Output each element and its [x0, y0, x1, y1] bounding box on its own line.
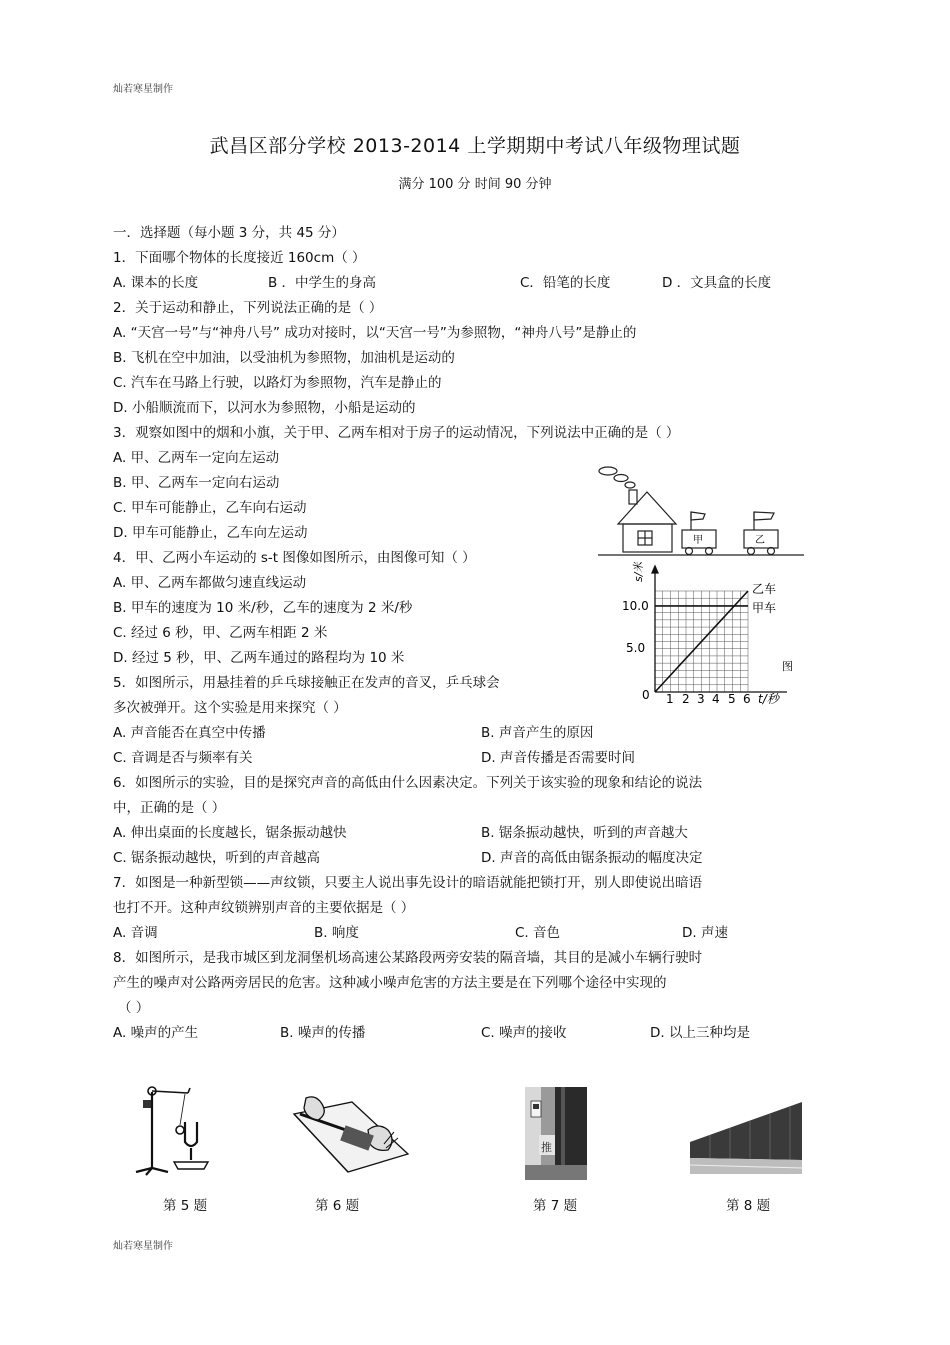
- x-tick: 4: [712, 692, 720, 706]
- q6-option-b: B. 锯条振动越快，听到的声音越大: [481, 825, 688, 841]
- q4-option-c: C. 经过 6 秒，甲、乙两车相距 2 米: [113, 625, 328, 641]
- x-axis-label: t/秒: [758, 692, 779, 706]
- x-tick: 6: [743, 692, 751, 706]
- stand-clamp: [143, 1100, 151, 1108]
- q4-stem: 4．甲、乙两小车运动的 s-t 图像如图所示，由图像可知（ ）: [113, 550, 476, 566]
- q2-option-d: D. 小船顺流而下，以河水为参照物，小船是运动的: [113, 400, 416, 416]
- q7-option-d: D. 声速: [682, 925, 728, 941]
- figure-q5-tuning-fork: [130, 1080, 220, 1180]
- q1-option-a: A. 课本的长度: [113, 275, 199, 291]
- house-roof: [618, 492, 676, 524]
- q8-option-c: C. 噪声的接收: [481, 1025, 567, 1041]
- y-tick-10: 10.0: [622, 599, 649, 613]
- cart-yi-label: 乙: [755, 535, 765, 546]
- y-axis-label: s/米: [632, 562, 645, 582]
- q7-option-a: A. 音调: [113, 925, 158, 941]
- q2-option-c: C. 汽车在马路上行驶，以路灯为参照物，汽车是静止的: [113, 375, 442, 391]
- q1-option-b: B ．中学生的身高: [268, 275, 377, 291]
- exam-title: 武昌区部分学校 2013-2014 上学期期中考试八年级物理试题: [209, 135, 741, 157]
- q7-stem-1: 7．如图是一种新型锁——声纹锁，只要主人说出事先设计的暗语就能把锁打开，别人即使说出暗语: [113, 875, 703, 891]
- q4-option-a: A. 甲、乙两车都做匀速直线运动: [113, 575, 307, 591]
- y-axis-arrow: [652, 566, 658, 573]
- figure-q7-voice-lock: [525, 1087, 587, 1180]
- q5-stem-1: 5．如图所示，用悬挂着的乒乓球接触正在发声的音叉，乒乓球会: [113, 675, 500, 691]
- q8-option-d: D. 以上三种均是: [650, 1025, 750, 1041]
- q5-option-c: C. 音调是否与频率有关: [113, 750, 253, 766]
- q3-stem: 3．观察如图中的烟和小旗，关于甲、乙两车相对于房子的运动情况，下列说法中正确的是（ ）: [113, 425, 680, 441]
- door-push-sign: 推: [541, 1141, 552, 1154]
- q4-option-d: D. 经过 5 秒，甲、乙两车通过的路程均为 10 米: [113, 650, 405, 666]
- q1-option-d: D ．文具盒的长度: [662, 275, 772, 291]
- q3-option-b: B. 甲、乙两车一定向右运动: [113, 475, 280, 491]
- q5-stem-2: 多次被弹开。这个实验是用来探究（ ）: [113, 700, 347, 716]
- q4-st-graph: [612, 562, 812, 710]
- q8-option-b: B. 噪声的传播: [280, 1025, 366, 1041]
- page-footer: 灿若寒星制作: [113, 1241, 173, 1252]
- caption-q5: 第 5 题: [163, 1198, 208, 1214]
- x-tick: 3: [697, 692, 705, 706]
- figure-mark: 图: [782, 660, 793, 673]
- x-tick: 1: [666, 692, 674, 706]
- q7-option-b: B. 响度: [314, 925, 359, 941]
- q6-stem-2: 中，正确的是（ ）: [113, 800, 226, 816]
- q2-option-b: B. 飞机在空中加油，以受油机为参照物，加油机是运动的: [113, 350, 455, 366]
- figure-q6-saw-blade: [292, 1092, 410, 1178]
- q2-option-a: A. “天宫一号”与“神舟八号” 成功对接时，以“天宫一号”为参照物，“神舟八号”是静止的: [113, 325, 637, 341]
- q6-option-a: A. 伸出桌面的长度越长，锯条振动越快: [113, 825, 347, 841]
- q1-option-c: C．铅笔的长度: [520, 275, 611, 291]
- caption-q8: 第 8 题: [726, 1198, 771, 1214]
- flag-jia: [691, 512, 705, 520]
- page-header: 灿若寒星制作: [113, 84, 173, 95]
- q4-option-b: B. 甲车的速度为 10 米/秒，乙车的速度为 2 米/秒: [113, 600, 413, 616]
- q7-option-c: C. 音色: [515, 925, 561, 941]
- q3-figure: [596, 462, 806, 562]
- q8-stem-3: （ ）: [118, 1000, 150, 1016]
- caption-q6: 第 6 题: [315, 1198, 360, 1214]
- q7-stem-2: 也打不开。这种声纹锁辨别声音的主要依据是（ ）: [113, 900, 415, 916]
- cart-jia-label: 甲: [693, 535, 703, 546]
- q5-option-b: B. 声音产生的原因: [481, 725, 594, 741]
- legend-yi: 乙车: [752, 582, 777, 596]
- q5-option-d: D. 声音传播是否需要时间: [481, 750, 635, 766]
- q8-option-a: A. 噪声的产生: [113, 1025, 199, 1041]
- caption-q7: 第 7 题: [533, 1198, 578, 1214]
- legend-jia: 甲车: [752, 601, 777, 615]
- y-tick-5: 5.0: [626, 641, 646, 655]
- exam-subtitle: 满分 100 分 时间 90 分钟: [398, 177, 552, 192]
- q3-option-a: A. 甲、乙两车一定向左运动: [113, 450, 280, 466]
- smoke-puff: [599, 467, 617, 475]
- q5-option-a: A. 声音能否在真空中传播: [113, 725, 266, 741]
- q6-option-d: D. 声音的高低由锯条振动的幅度决定: [481, 850, 703, 866]
- q3-option-c: C. 甲车可能静止，乙车向右运动: [113, 500, 307, 516]
- flag-yi: [754, 512, 774, 520]
- q8-stem-2: 产生的噪声对公路两旁居民的危害。这种减小噪声危害的方法主要是在下列哪个途径中实现的: [113, 975, 667, 991]
- origin-label: 0: [642, 688, 650, 702]
- figure-q8-sound-barrier: [690, 1102, 802, 1174]
- section-heading: 一．选择题（每小题 3 分，共 45 分）: [113, 225, 345, 241]
- chimney: [629, 490, 637, 504]
- q1-stem: 1．下面哪个物体的长度接近 160cm（ ）: [113, 250, 366, 266]
- q6-stem-1: 6．如图所示的实验，目的是探究声音的高低由什么因素决定。下列关于该实验的现象和结论的说法: [113, 775, 703, 791]
- q2-stem: 2．关于运动和静止，下列说法正确的是（ ）: [113, 300, 383, 316]
- q6-option-c: C. 锯条振动越快，听到的声音越高: [113, 850, 321, 866]
- smoke-puff: [614, 475, 628, 482]
- q8-stem-1: 8．如图所示，是我市城区到龙洞堡机场高速公某路段两旁安装的隔音墙，其目的是减小车辆行驶时: [113, 950, 703, 966]
- x-tick: 5: [728, 692, 736, 706]
- q3-option-d: D. 甲车可能静止，乙车向左运动: [113, 525, 308, 541]
- smoke-puff: [625, 482, 635, 488]
- x-tick: 2: [682, 692, 690, 706]
